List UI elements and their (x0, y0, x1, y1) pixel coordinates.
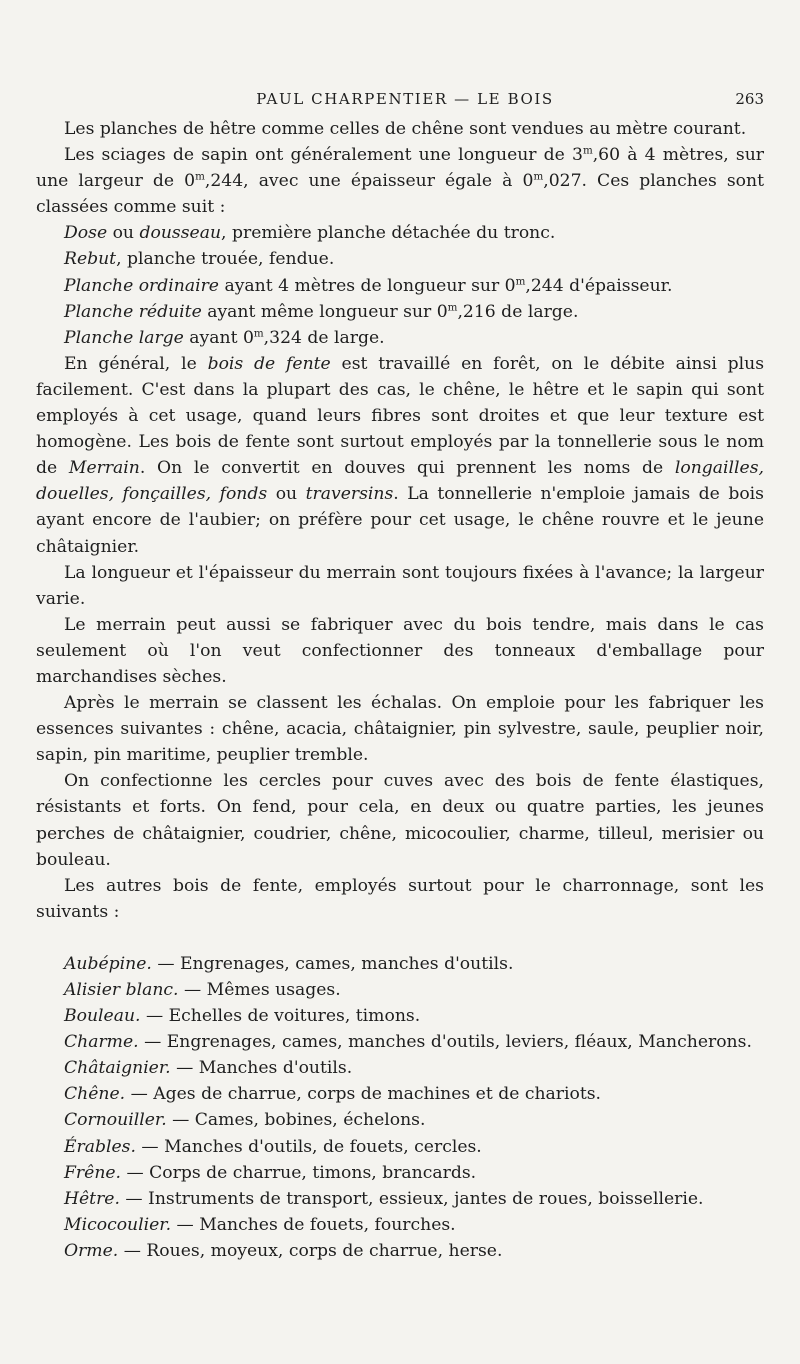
paragraph-merrain-dimensions: La longueur et l'épaisseur du merrain sont toujours fixées à l'avance; la largeur varie. (36, 562, 764, 609)
list-item: Alisier blanc. — Mêmes usages. (64, 980, 341, 1000)
class-item-planche-ordinaire: Planche ordinaire ayant 4 mètres de longueur sur 0$^m$,244 d'épaisseur. (64, 274, 673, 296)
list-item: Orme. — Roues, moyeux, corps de charrue, herse. (64, 1240, 503, 1261)
wood-uses-list (36, 951, 764, 1264)
running-title: PAUL CHARPENTIER — LE BOIS (256, 90, 554, 108)
class-item-planche-large: Planche large ayant 0$^m$,324 de large. (64, 327, 385, 348)
list-item: Cornouiller. — Cames, bobines, échelons. (64, 1110, 426, 1131)
paragraph-merrain-softwood: Le merrain peut aussi se fabriquer avec du bois tendre, mais dans le cas seulement où l'on veut confectionner des tonneaux d'emballage pour marchandises sèches. (36, 614, 764, 687)
class-item-planche-reduite: Planche réduite ayant même longueur sur 0$^m$,216 de large. (64, 300, 579, 322)
list-item: Châtaignier. — Manches d'outils. (64, 1058, 353, 1079)
page-number: 263 (735, 90, 764, 108)
paragraph-beech-planks: Les planches de hêtre comme celles de chêne sont vendues au mètre courant. (64, 119, 747, 139)
page-body (36, 116, 764, 1264)
paragraph-echalas: Après le merrain se classent les échalas. On emploie pour les fabriquer les essences suivantes : chêne, acacia, châtaignier, pin sylvestre, saule, peuplier noir, sapin, pin maritime, peuplier tremble. (36, 693, 764, 766)
paragraph-split-wood-merrain: En général, le bois de fente est travaillé en forêt, on le débite ainsi plus facilement. C'est dans la plupart des cas, le chêne, le hêtre et le sapin qui sont employés à cet usage, quand leurs fibres sont droites et que leur texture est homogène. Les bois de fente sont surtout employés par la tonnellerie sous le nom de Merrain. On le convertit en douves qui prennent les noms de longailles, douelles, fonçailles, fonds ou traversins. La tonnellerie n'emploie jamais de bois ayant encore de l'aubier; on préfère pour cet usage, le chêne rouvre et le jeune châtaignier. (36, 353, 765, 557)
paragraph-fir-sawn-timber: Les sciages de sapin ont généralement une longueur de 3$^m$,60 à 4 mètres, sur une largeur de 0$^m$,244, avec une épaisseur égale à 0$^m$,027. Ces planches sont classées comme suit : (36, 144, 764, 218)
running-header (36, 86, 764, 116)
list-item: Chêne. — Ages de charrue, corps de machines et de chariots. (64, 1084, 602, 1105)
list-item: Charme. — Engrenages, cames, manches d'outils, leviers, fléaux, Mancherons. (64, 1032, 752, 1053)
list-item: Bouleau. — Echelles de voitures, timons. (64, 1006, 421, 1027)
list-item: Frêne. — Corps de charrue, timons, brancards. (64, 1162, 477, 1183)
list-item: Érables. — Manches d'outils, de fouets, cercles. (64, 1136, 482, 1157)
class-item-dose: Dose ou dousseau, première planche détachée du tronc. (64, 223, 556, 244)
list-item: Hêtre. — Instruments de transport, essieux, jantes de roues, boissellerie. (64, 1188, 704, 1209)
paragraph-cercles: On confectionne les cercles pour cuves avec des bois de fente élastiques, résistants et forts. On fend, pour cela, en deux ou quatre parties, les jeunes perches de châtaignier, coudrier, chêne, micocoulier, charme, tilleul, merisier ou bouleau. (36, 771, 764, 870)
list-item: Aubépine. — Engrenages, cames, manches d'outils. (64, 953, 514, 974)
class-item-rebut: Rebut, planche trouée, fendue. (64, 249, 335, 270)
list-item: Micocoulier. — Manches de fouets, fourches. (64, 1214, 456, 1235)
paragraph-charronnage-intro: Les autres bois de fente, employés surtout pour le charronnage, sont les suivants : (36, 875, 764, 922)
